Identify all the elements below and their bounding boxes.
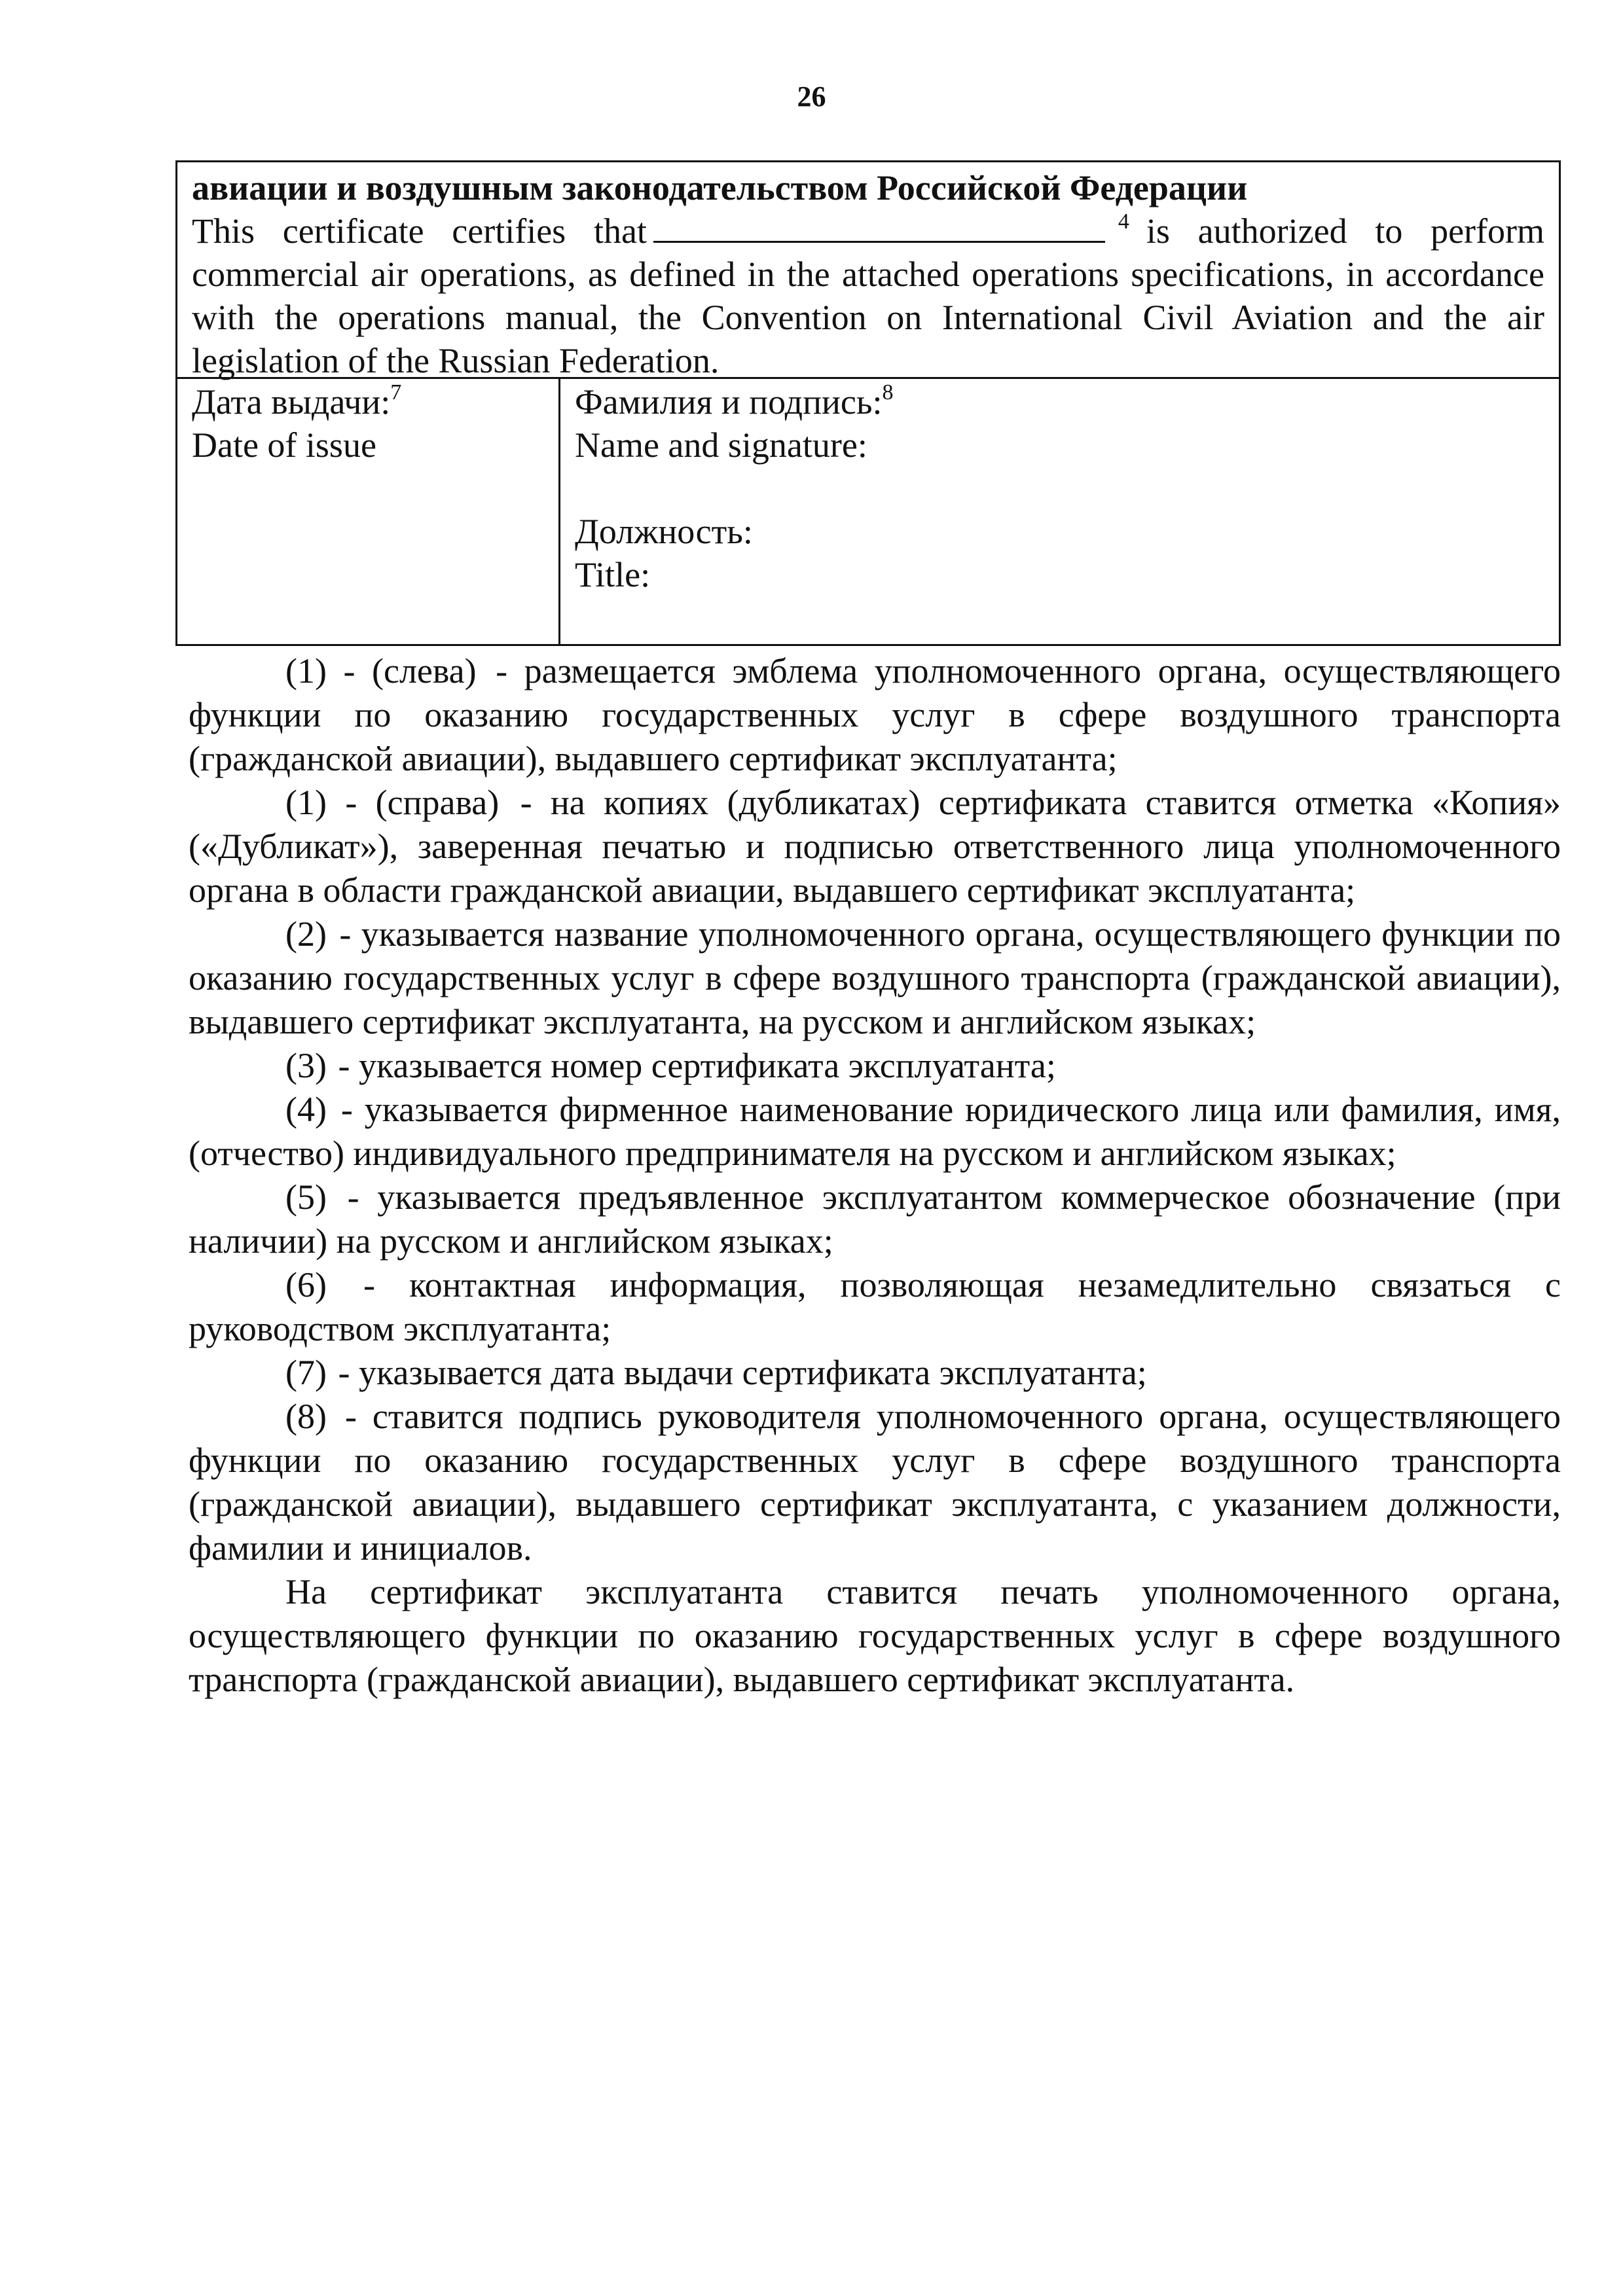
name-label-ru: Фамилия и подпись: xyxy=(575,382,883,422)
footnotes-section xyxy=(189,649,1561,1702)
certificate-statement-cell xyxy=(177,162,1559,379)
note-text: - указывается предъявленное эксплуатантом коммерческое обозначение (при наличии) на русском и английском языках; xyxy=(189,1177,1561,1261)
statement-prefix: This certificate certifies that xyxy=(192,211,647,251)
date-label-ru: Дата выдачи: xyxy=(192,382,391,422)
note-marker: (6) xyxy=(285,1265,327,1304)
title-label-en: Title: xyxy=(575,555,651,594)
operator-name-blank xyxy=(653,209,1105,243)
english-statement xyxy=(192,209,1544,382)
note-text: - ставится подпись руководителя уполномоченного органа, осуществляющего функции по оказанию государственных услуг в сфере воздушного транспорта (гражданской авиации), выдавшего сертификат эксплуатанта, с указанием должности, фамилии и инициалов. xyxy=(189,1397,1561,1568)
signature-cell xyxy=(560,379,1559,644)
note-text: - контактная информация, позволяющая незамедлительно связаться с руководством эксплуатанта; xyxy=(189,1265,1561,1348)
note-marker: (2) xyxy=(285,914,327,954)
note-7 xyxy=(189,1351,1561,1395)
statement-rest: is authorized to perform commercial air operations, as defined in the attached operations specifications, in accordance with the operations manual, the Convention on International Civil Aviation and the air legislation of the Russian Federation. xyxy=(192,211,1544,380)
note-1-left xyxy=(189,649,1561,781)
note-marker: (4) xyxy=(285,1090,327,1129)
russian-legislation-line: авиации и воздушным законодательством Российской Федерации xyxy=(192,168,1248,207)
note-text: - указывается название уполномоченного органа, осуществляющего функции по оказанию государственных услуг в сфере воздушного транспорта (гражданской авиации), выдавшего сертификат эксплуатанта, на русском и английском языках; xyxy=(189,914,1561,1041)
name-label-en: Name and signature: xyxy=(575,425,867,465)
footnote-4: 4 xyxy=(1118,209,1129,234)
date-of-issue-cell xyxy=(177,379,560,644)
note-text: - указывается фирменное наименование юридического лица или фамилия, имя, (отчество) индивидуального предпринимателя на русском и английском языках; xyxy=(189,1090,1561,1173)
note-marker: (8) xyxy=(285,1397,327,1436)
footnote-7: 7 xyxy=(390,380,402,404)
title-label-ru: Должность: xyxy=(575,512,753,551)
note-marker: (3) xyxy=(285,1046,327,1085)
note-text: - указывается номер сертификата эксплуатанта; xyxy=(338,1046,1056,1085)
date-label-en: Date of issue xyxy=(192,425,376,465)
note-text: - на копиях (дубликатах) сертификата ставится отметка «Копия» («Дубликат»), заверенная печатью и подписью ответственного лица уполномоченного органа в области гражданской авиации, выдавшего сертификат эксплуатанта; xyxy=(189,783,1561,910)
page-number: 26 xyxy=(797,81,826,113)
note-3 xyxy=(189,1044,1561,1088)
note-text: - размещается эмблема уполномоченного органа, осуществляющего функции по оказанию государственных услуг в сфере воздушного транспорта (гражданской авиации), выдавшего сертификат эксплуатанта; xyxy=(189,651,1561,778)
note-marker: (5) xyxy=(285,1177,327,1217)
note-8 xyxy=(189,1395,1561,1570)
note-marker: (1) - (слева) xyxy=(285,651,477,691)
certificate-table xyxy=(175,160,1561,646)
note-1-right xyxy=(189,781,1561,912)
note-5 xyxy=(189,1175,1561,1263)
note-marker: (7) xyxy=(285,1353,327,1392)
note-marker: (1) - (справа) xyxy=(285,783,500,822)
note-4 xyxy=(189,1088,1561,1175)
note-2 xyxy=(189,912,1561,1044)
note-6 xyxy=(189,1263,1561,1351)
footnote-8: 8 xyxy=(882,380,894,404)
note-text: - указывается дата выдачи сертификата эксплуатанта; xyxy=(338,1353,1147,1392)
closing-paragraph: На сертификат эксплуатанта ставится печать уполномоченного органа, осуществляющего функции по оказанию государственных услуг в сфере воздушного транспорта (гражданской авиации), выдавшего сертификат эксплуатанта. xyxy=(189,1572,1561,1699)
